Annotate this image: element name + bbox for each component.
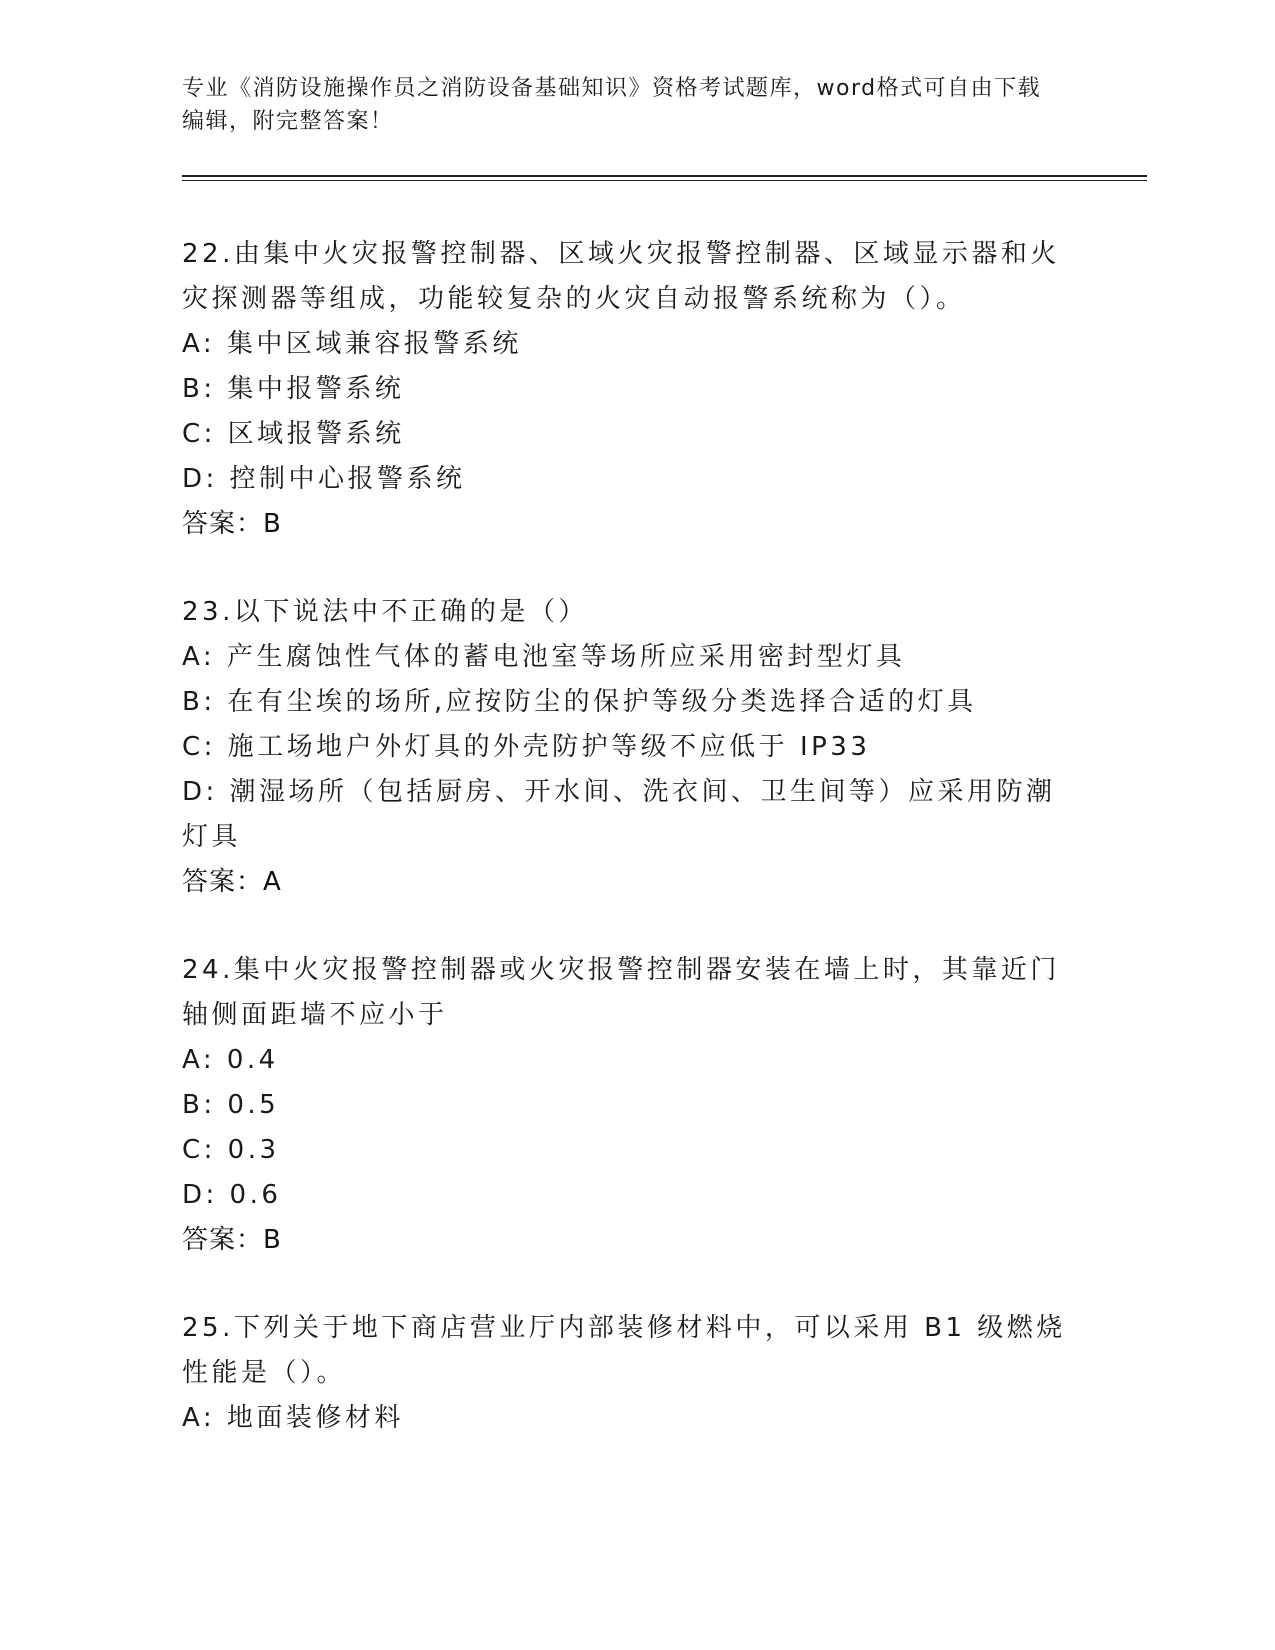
answer-label: 答案： (182, 867, 264, 897)
question-list (182, 232, 1072, 1484)
answer-line (182, 1218, 1072, 1263)
option-c: C: 施工场地户外灯具的外壳防护等级不应低于 IP33 (182, 732, 871, 762)
question-22 (182, 232, 1072, 547)
question-stem: 23.以下说法中不正确的是（） (182, 597, 588, 627)
answer-value: B (263, 509, 282, 539)
header-divider (182, 175, 1147, 181)
option-c: C: 0.3 (182, 1135, 280, 1165)
question-stem: 25.下列关于地下商店营业厅内部装修材料中，可以采用 B1 级燃烧性能是（）。 (182, 1313, 1066, 1388)
document-header-intro: 专业《消防设施操作员之消防设备基础知识》资格考试题库，word格式可自由下载编辑，附完整答案！ (182, 76, 1042, 134)
question-25 (182, 1306, 1072, 1441)
option-d: D: 0.6 (182, 1180, 282, 1210)
question-stem: 24.集中火灾报警控制器或火灾报警控制器安装在墙上时，其靠近门轴侧面距墙不应小于 (182, 955, 1060, 1030)
answer-label: 答案： (182, 1225, 264, 1255)
option-d: D: 潮湿场所（包括厨房、开水间、洗衣间、卫生间等）应采用防潮灯具 (182, 777, 1056, 852)
option-d: D: 控制中心报警系统 (182, 464, 466, 494)
answer-value: B (263, 1225, 282, 1255)
answer-line (182, 860, 1072, 905)
question-24 (182, 948, 1072, 1263)
option-a: A: 0.4 (182, 1045, 279, 1075)
option-b: B: 集中报警系统 (182, 374, 405, 404)
option-a: A: 产生腐蚀性气体的蓄电池室等场所应采用密封型灯具 (182, 642, 906, 672)
option-a: A: 集中区域兼容报警系统 (182, 329, 522, 359)
question-stem: 22.由集中火灾报警控制器、区域火灾报警控制器、区域显示器和火灾探测器等组成，功能较复杂的火灾自动报警系统称为（）。 (182, 239, 1060, 314)
answer-line (182, 502, 1072, 547)
option-a: A: 地面装修材料 (182, 1403, 404, 1433)
option-c: C: 区域报警系统 (182, 419, 405, 449)
answer-label: 答案： (182, 509, 264, 539)
option-b: B: 0.5 (182, 1090, 280, 1120)
question-23 (182, 590, 1072, 905)
option-b: B: 在有尘埃的场所,应按防尘的保护等级分类选择合适的灯具 (182, 687, 977, 717)
answer-value: A (263, 867, 282, 897)
